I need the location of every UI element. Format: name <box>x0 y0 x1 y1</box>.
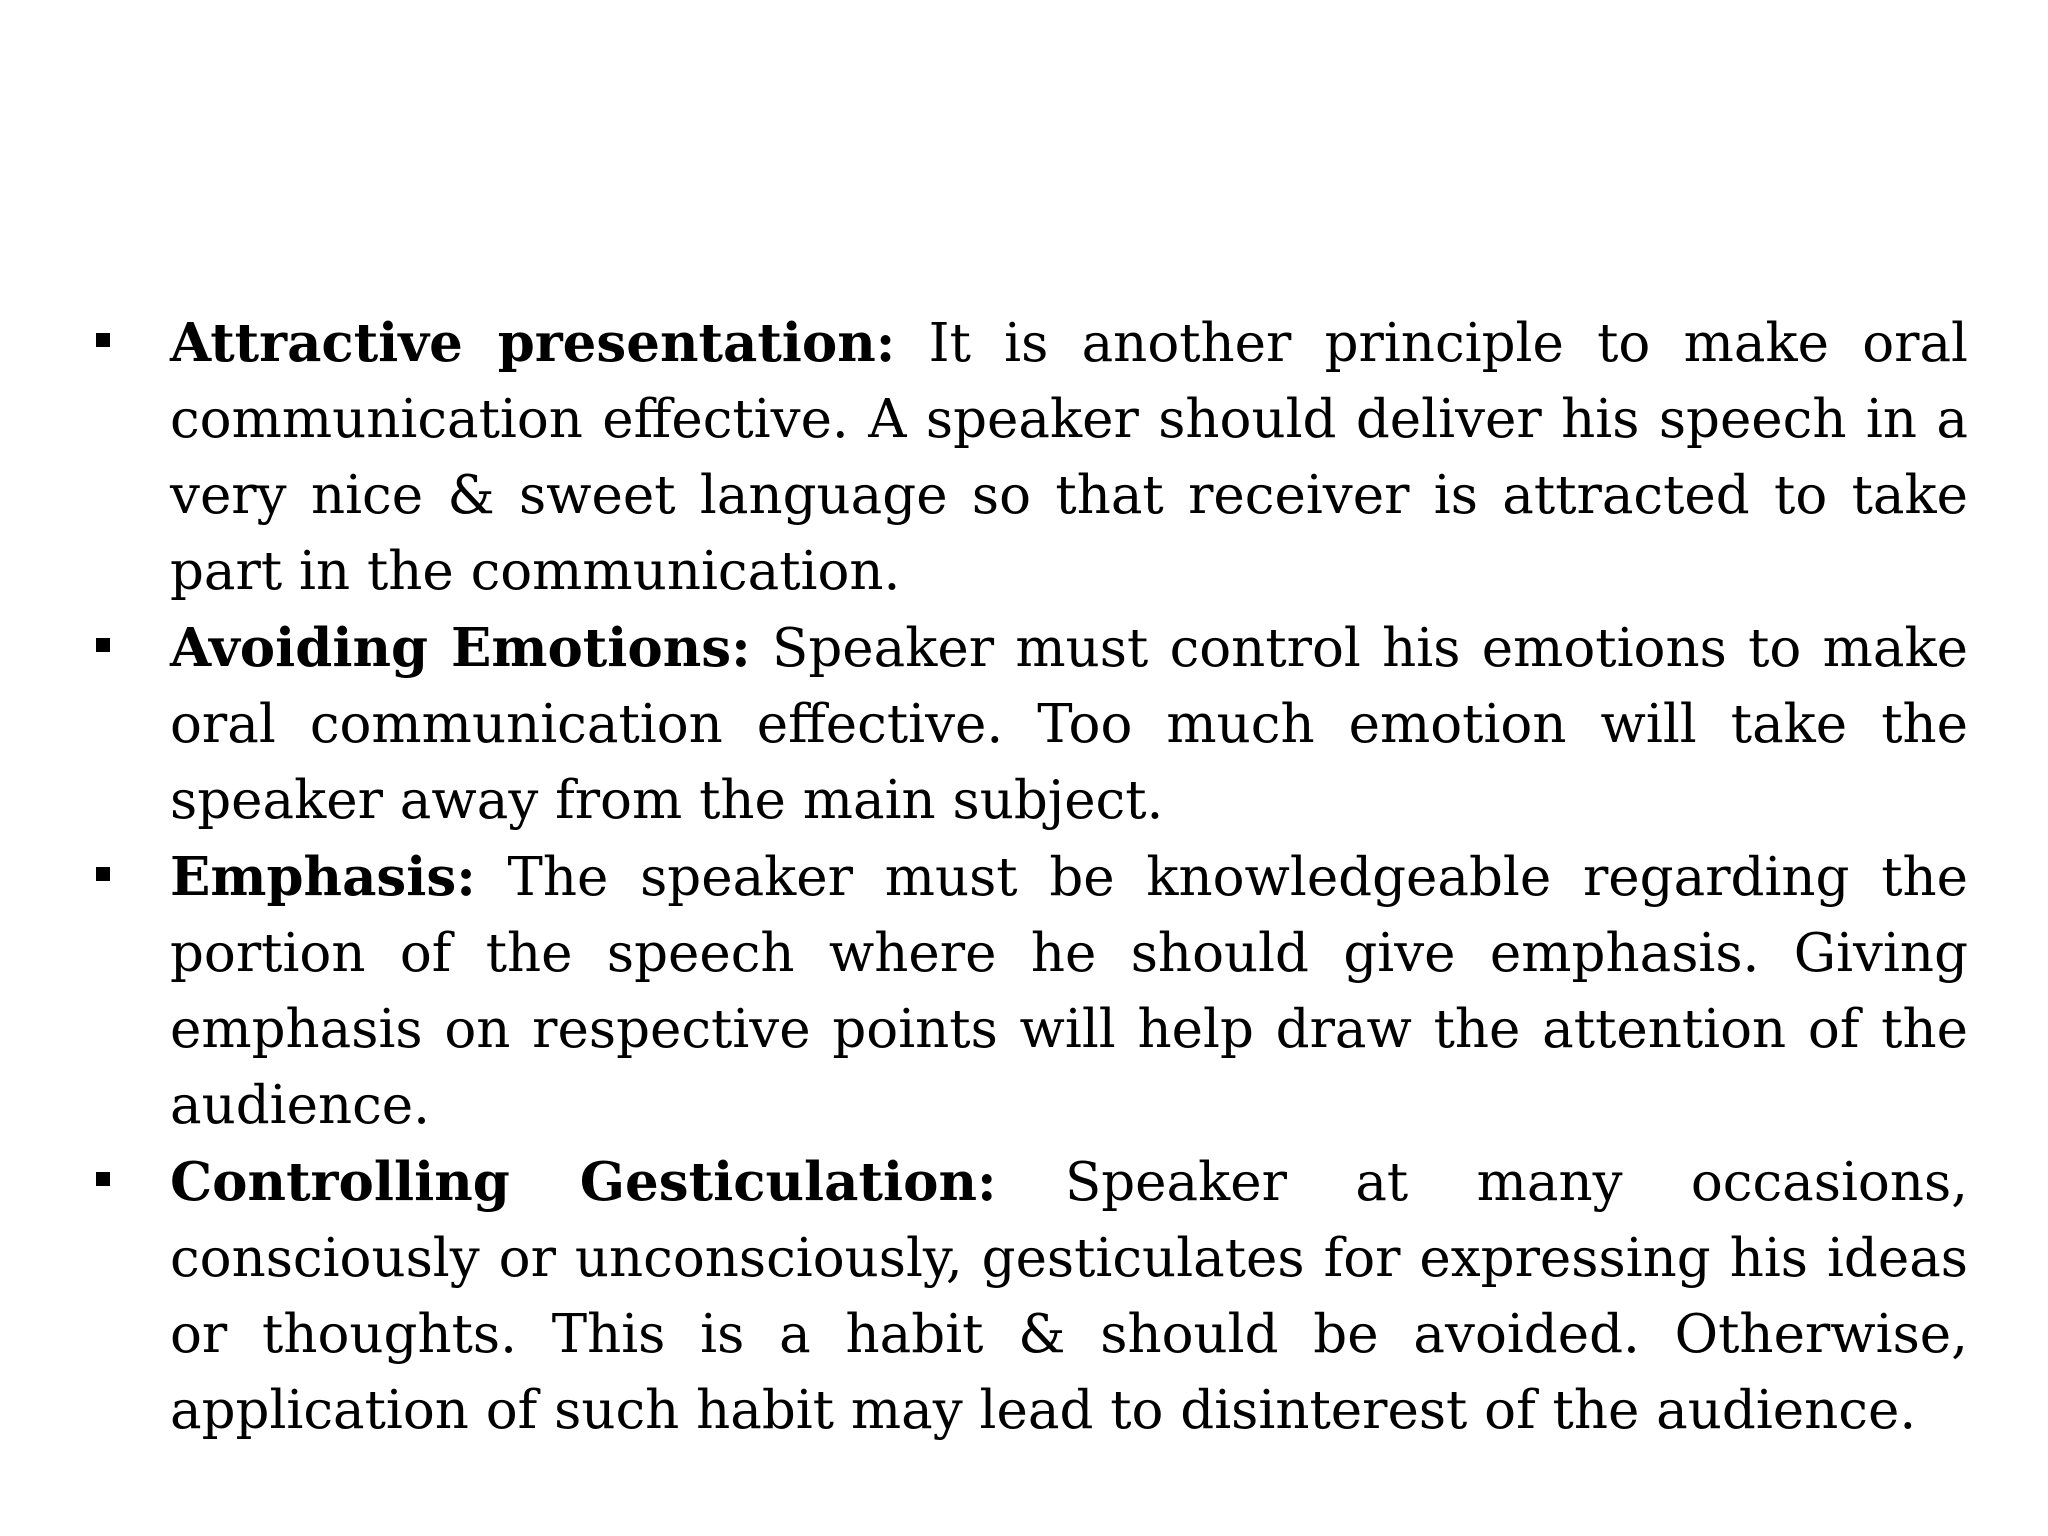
item-term: Attractive presentation: <box>170 312 896 374</box>
list-item-attractive-presentation <box>90 305 1968 610</box>
item-term: Emphasis: <box>170 846 476 908</box>
item-text: Speaker at many occasions, consciously or unconsciously, gesticulates for expressing his ideas or thoughts. This is a habit & should be avoided. Otherwise, application of such habit may lead to disinterest of the audience. <box>170 1152 1968 1441</box>
item-text: Speaker must control his emotions to make oral communication effective. Too much emotion will take the speaker away from the main subject. <box>170 618 1968 831</box>
square-bullet-icon <box>96 1172 110 1186</box>
list-item-avoiding-emotions <box>90 610 1968 839</box>
square-bullet-icon <box>96 638 110 652</box>
item-text: The speaker must be knowledgeable regarding the portion of the speech where he should give emphasis. Giving emphasis on respective points will help draw the attention of the audience. <box>170 847 1968 1136</box>
item-term: Controlling Gesticulation: <box>170 1151 997 1213</box>
square-bullet-icon <box>96 867 110 881</box>
square-bullet-icon <box>96 333 110 347</box>
list-item-controlling-gesticulation <box>90 1144 1968 1449</box>
bullet-list <box>90 305 1968 1449</box>
list-item-emphasis <box>90 839 1968 1144</box>
item-term: Avoiding Emotions: <box>170 617 751 679</box>
item-text: It is another principle to make oral communication effective. A speaker should deliver his speech in a very nice & sweet language so that receiver is attracted to take part in the communication. <box>170 313 1969 602</box>
